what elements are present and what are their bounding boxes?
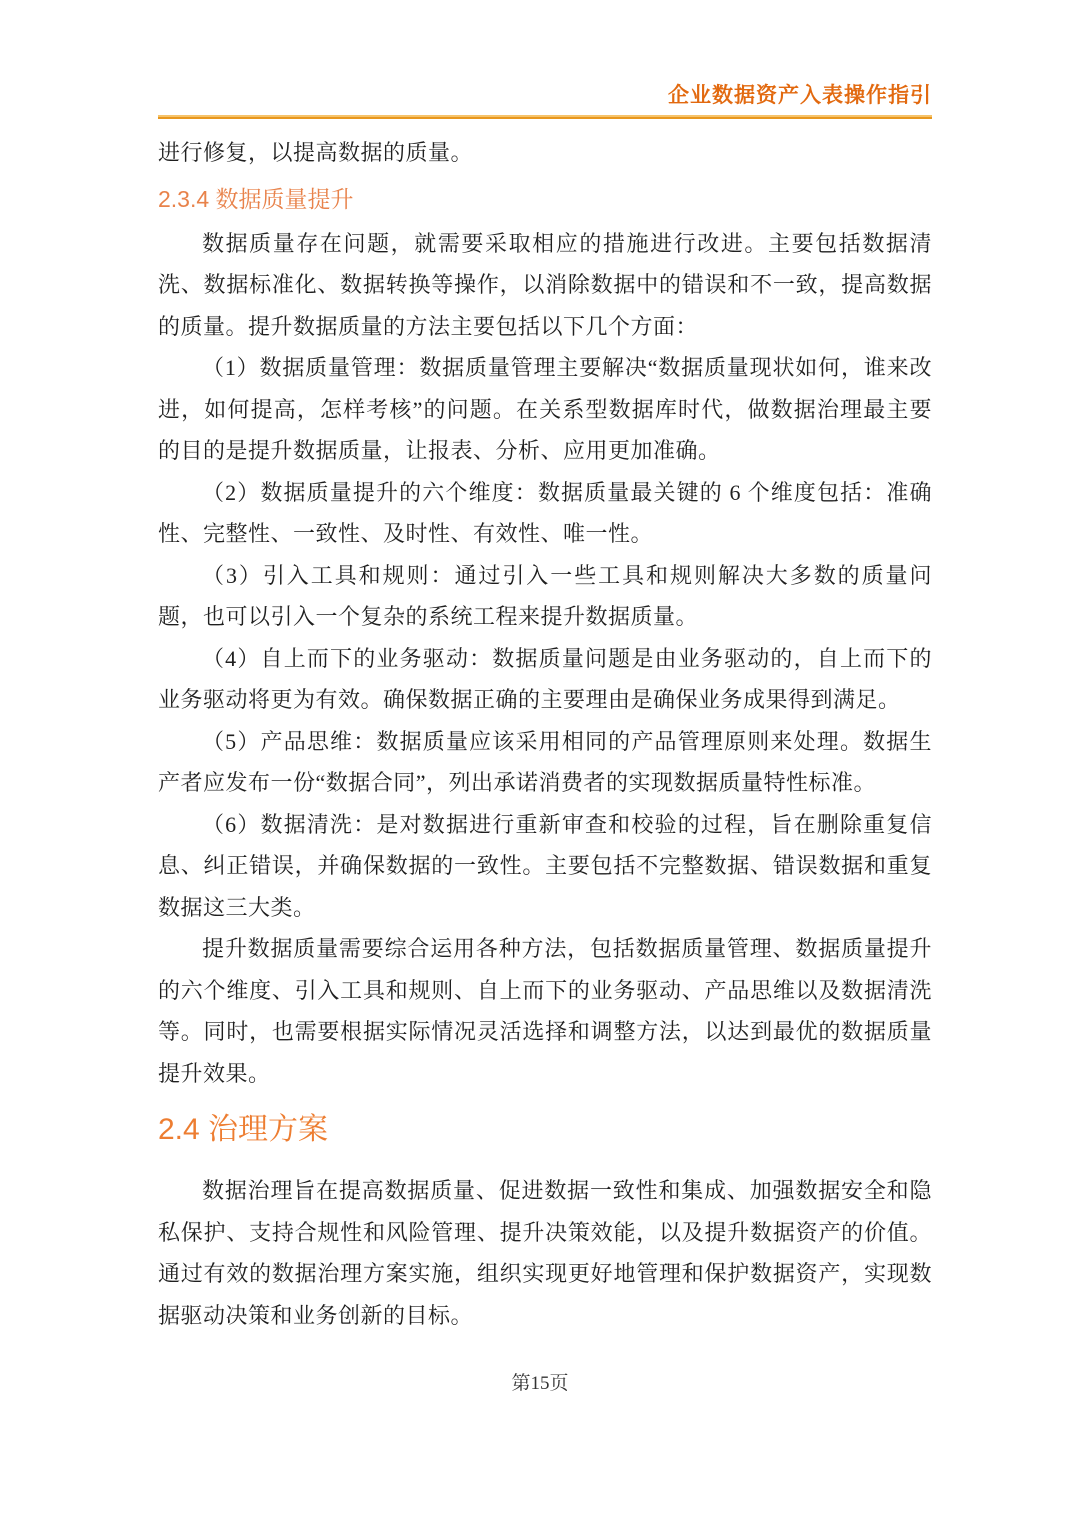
header-title: 企业数据资产入表操作指引: [668, 84, 932, 107]
page-number: 第15页: [511, 1373, 569, 1394]
heading-2-3-4: 2.3.4 数据质量提升: [158, 185, 354, 212]
paragraph-item-6: （6）数据清洗：是对数据进行重新审查和校验的过程，旨在删除重复信息、纠正错误，并确保数据的一致性。主要包括不完整数据、错误数据和重复数据这三大类。: [158, 811, 932, 920]
paragraph-item-5: （5）产品思维：数据质量应该采用相同的产品管理原则来处理。数据生产者应发布一份“数据合同”，列出承诺消费者的实现数据质量特性标准。: [158, 728, 932, 795]
paragraph-item-4: （4）自上而下的业务驱动：数据质量问题是由业务驱动的，自上而下的业务驱动将更为有效。确保数据正确的主要理由是确保业务成果得到满足。: [158, 645, 932, 712]
paragraph-item-1: （1）数据质量管理：数据质量管理主要解决“数据质量现状如何，谁来改进，如何提高，怎样考核”的问题。在关系型数据库时代，做数据治理最主要的目的是提升数据质量，让报表、分析、应用更加准确。: [158, 355, 932, 463]
page-footer: [0, 1368, 1080, 1395]
heading-2-4: 2.4 治理方案: [158, 1113, 329, 1146]
page-header: [158, 0, 932, 119]
paragraph-quality-summary: 提升数据质量需要综合运用各种方法，包括数据质量管理、数据质量提升的六个维度、引入工具和规则、自上而下的业务驱动、产品思维以及数据清洗等。同时，也需要根据实际情况灵活选择和调整方法，以达到最优的数据质量提升效果。: [158, 936, 932, 1086]
paragraph-continuation: 进行修复，以提高数据的质量。: [158, 140, 474, 165]
paragraph-item-2: （2）数据质量提升的六个维度：数据质量最关键的 6 个维度包括：准确性、完整性、一致性、及时性、有效性、唯一性。: [158, 479, 932, 546]
document-content: [158, 132, 932, 1336]
header-rule: [158, 115, 932, 119]
paragraph-item-3: （3）引入工具和规则：通过引入一些工具和规则解决大多数的质量问题，也可以引入一个复杂的系统工程来提升数据质量。: [158, 562, 932, 629]
paragraph-governance: 数据治理旨在提高数据质量、促进数据一致性和集成、加强数据安全和隐私保护、支持合规性和风险管理、提升决策效能，以及提升数据资产的价值。通过有效的数据治理方案实施，组织实现更好地管理和保护数据资产，实现数据驱动决策和业务创新的目标。: [158, 1178, 932, 1328]
paragraph-quality-intro: 数据质量存在问题，就需要采取相应的措施进行改进。主要包括数据清洗、数据标准化、数据转换等操作，以消除数据中的错误和不一致，提高数据的质量。提升数据质量的方法主要包括以下几个方面：: [158, 230, 932, 339]
